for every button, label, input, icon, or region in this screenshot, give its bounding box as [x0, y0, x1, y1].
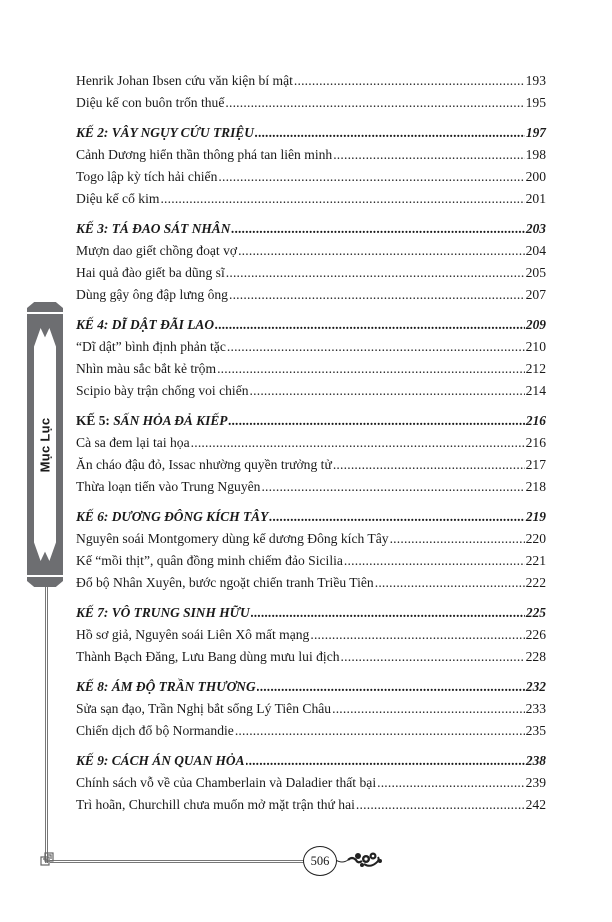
toc-title: Chính sách vỗ về của Chamberlain và Daladier thất bại: [76, 775, 377, 790]
toc-title: Togo lập kỳ tích hải chiến: [76, 169, 218, 184]
toc-page-number: 203: [525, 221, 546, 236]
toc-page-number: 200: [525, 169, 546, 184]
toc-item[interactable]: [76, 358, 546, 380]
toc-title: Dùng gậy ông đập lưng ông: [76, 287, 228, 302]
toc-title: Hồ sơ giả, Nguyên soái Liên Xô mất mạng: [76, 627, 310, 642]
toc-title: Nhìn màu sắc bắt kẻ trộm: [76, 361, 217, 376]
toc-title: [76, 410, 227, 432]
toc-page-number: 210: [525, 339, 546, 354]
toc-page-number: 201: [525, 191, 546, 206]
toc-page-number: 204: [525, 243, 546, 258]
dot-leader: [250, 380, 525, 402]
toc-title: Cảnh Dương hiển thần thông phá tan liên minh: [76, 147, 333, 162]
dot-leader: [332, 698, 525, 720]
swirl-ornament-icon: [336, 848, 384, 872]
toc-item[interactable]: [76, 572, 546, 594]
toc-item[interactable]: [76, 454, 546, 476]
toc-heading[interactable]: [76, 218, 546, 240]
toc-page-number: 238: [525, 753, 546, 768]
toc-page-number: 242: [525, 797, 546, 812]
panel-top-cap: [27, 302, 63, 312]
toc-item[interactable]: [76, 240, 546, 262]
toc-title-text: SẤN HỎA ĐẢ KIẾP: [113, 413, 228, 428]
toc-page-number: 216: [525, 413, 546, 428]
toc-page-number: 232: [525, 679, 546, 694]
dot-leader: [215, 314, 525, 336]
toc-page-number: 217: [525, 457, 546, 472]
toc-title: KẾ 9: CÁCH ÁN QUAN HỎA: [76, 753, 245, 768]
dot-leader: [226, 262, 525, 284]
dot-leader: [261, 476, 524, 498]
dot-leader: [235, 720, 525, 742]
border-horizontal-line: [50, 860, 304, 863]
toc-title: Scipio bày trận chống voi chiến: [76, 383, 249, 398]
toc-item[interactable]: [76, 166, 546, 188]
toc-page-number: 228: [525, 649, 546, 664]
dot-leader: [377, 772, 525, 794]
toc-page-number: 239: [525, 775, 546, 790]
toc-heading[interactable]: [76, 410, 546, 432]
page-number: [303, 846, 337, 876]
dot-leader: [341, 646, 525, 668]
toc-page-number: 198: [525, 147, 546, 162]
toc-title: Thừa loạn tiến vào Trung Nguyên: [76, 479, 261, 494]
toc-item[interactable]: [76, 336, 546, 358]
toc-item[interactable]: [76, 92, 546, 114]
dot-leader: [228, 410, 524, 432]
toc-title: Sửa sạn đạo, Trần Nghị bắt sống Lý Tiên Châu: [76, 701, 332, 716]
dot-leader: [191, 432, 525, 454]
dot-leader: [231, 218, 525, 240]
toc-heading[interactable]: [76, 122, 546, 144]
toc-title: Nguyên soái Montgomery dùng kế dương Đông kích Tây: [76, 531, 389, 546]
toc-item[interactable]: [76, 144, 546, 166]
toc-item[interactable]: [76, 698, 546, 720]
toc-page-number: 216: [525, 435, 546, 450]
toc-item[interactable]: [76, 624, 546, 646]
toc-page-number: 220: [525, 531, 546, 546]
toc-heading[interactable]: [76, 506, 546, 528]
toc-title: KẾ 8: ÁM ĐỘ TRẦN THƯƠNG: [76, 679, 256, 694]
toc-item[interactable]: [76, 70, 546, 92]
toc-page-number: 195: [525, 95, 546, 110]
toc-heading[interactable]: [76, 602, 546, 624]
toc-page-number: 214: [525, 383, 546, 398]
dot-leader: [257, 676, 525, 698]
toc-item[interactable]: [76, 720, 546, 742]
toc-page-number: 207: [525, 287, 546, 302]
toc-page-number: 221: [525, 553, 546, 568]
side-panel: [27, 302, 63, 587]
toc-item[interactable]: [76, 188, 546, 210]
dot-leader: [227, 336, 525, 358]
page-number-text: 506: [310, 853, 330, 868]
dot-leader: [333, 144, 524, 166]
toc-page-number: 197: [525, 125, 546, 140]
toc-item[interactable]: [76, 262, 546, 284]
toc-page-number: 218: [525, 479, 546, 494]
toc-title: KẾ 4: DĨ DẬT ĐÃI LAO: [76, 317, 215, 332]
toc-title: KẾ 2: VÂY NGỤY CỨU TRIỆU: [76, 125, 254, 140]
dot-leader: [251, 602, 525, 624]
dot-leader: [246, 750, 525, 772]
dot-leader: [356, 794, 525, 816]
toc-item[interactable]: [76, 550, 546, 572]
toc-item[interactable]: [76, 528, 546, 550]
toc-title: Chiến dịch đổ bộ Normandie: [76, 723, 234, 738]
table-of-contents: [76, 70, 546, 816]
panel-title: Mục Lục: [37, 417, 53, 472]
dot-leader: [375, 572, 525, 594]
dot-leader: [333, 454, 525, 476]
toc-heading[interactable]: [76, 750, 546, 772]
toc-title: Đổ bộ Nhân Xuyên, bước ngoặt chiến tranh Triều Tiên: [76, 575, 374, 590]
toc-title: KẾ 7: VÔ TRUNG SINH HỮU: [76, 605, 250, 620]
dot-leader: [310, 624, 524, 646]
dot-leader: [390, 528, 525, 550]
toc-title: Ăn cháo đậu đỏ, Issac nhường quyền trưởng tử: [76, 457, 332, 472]
dot-leader: [294, 70, 525, 92]
toc-title: KẾ 3: TÁ ĐAO SÁT NHÂN: [76, 221, 231, 236]
panel-frame: [27, 314, 63, 575]
border-vertical-line: [45, 587, 48, 863]
toc-item[interactable]: [76, 432, 546, 454]
dot-leader: [160, 188, 524, 210]
dot-leader: [238, 240, 525, 262]
toc-item[interactable]: [76, 794, 546, 816]
toc-title: Diệu kế con buôn trốn thuế: [76, 95, 225, 110]
toc-page-number: 193: [525, 73, 546, 88]
dot-leader: [218, 166, 524, 188]
dot-leader: [225, 92, 524, 114]
dot-leader: [255, 122, 525, 144]
toc-title: Mượn dao giết chồng đoạt vợ: [76, 243, 238, 258]
toc-title: Henrik Johan Ibsen cứu văn kiện bí mật: [76, 73, 293, 88]
toc-item[interactable]: [76, 646, 546, 668]
dot-leader: [269, 506, 525, 528]
dot-leader: [217, 358, 525, 380]
toc-item[interactable]: [76, 380, 546, 402]
toc-title: KẾ 6: DƯƠNG ĐÔNG KÍCH TÂY: [76, 509, 269, 524]
toc-title: Kế “mồi thịt”, quân đồng minh chiếm đảo Sicilia: [76, 553, 343, 568]
toc-title: Diệu kế cổ kim: [76, 191, 160, 206]
toc-page-number: 226: [525, 627, 546, 642]
toc-page-number: 219: [525, 509, 546, 524]
toc-page-number: 235: [525, 723, 546, 738]
panel-bottom-cap: [27, 577, 63, 587]
toc-page-number: 209: [525, 317, 546, 332]
toc-page-number: 225: [525, 605, 546, 620]
toc-item[interactable]: [76, 284, 546, 306]
toc-item[interactable]: [76, 772, 546, 794]
toc-title: Thành Bạch Đăng, Lưu Bang dùng mưu lui địch: [76, 649, 340, 664]
corner-knot-icon: [40, 852, 54, 866]
toc-title: Trì hoãn, Churchill chưa muốn mở mặt trận thứ hai: [76, 797, 355, 812]
toc-title: Cà sa đem lại tai họa: [76, 435, 190, 450]
toc-title: Hai quả đào giết ba dũng sĩ: [76, 265, 225, 280]
toc-heading[interactable]: [76, 676, 546, 698]
dot-leader: [229, 284, 525, 306]
toc-page-number: 212: [525, 361, 546, 376]
toc-page-number: 222: [525, 575, 546, 590]
toc-title: “Dĩ dật” bình định phản tặc: [76, 339, 226, 354]
toc-page-number: 205: [525, 265, 546, 280]
toc-page-number: 233: [525, 701, 546, 716]
toc-heading[interactable]: [76, 314, 546, 336]
toc-item[interactable]: [76, 476, 546, 498]
toc-title-prefix: KẾ 5:: [76, 413, 114, 428]
dot-leader: [344, 550, 525, 572]
